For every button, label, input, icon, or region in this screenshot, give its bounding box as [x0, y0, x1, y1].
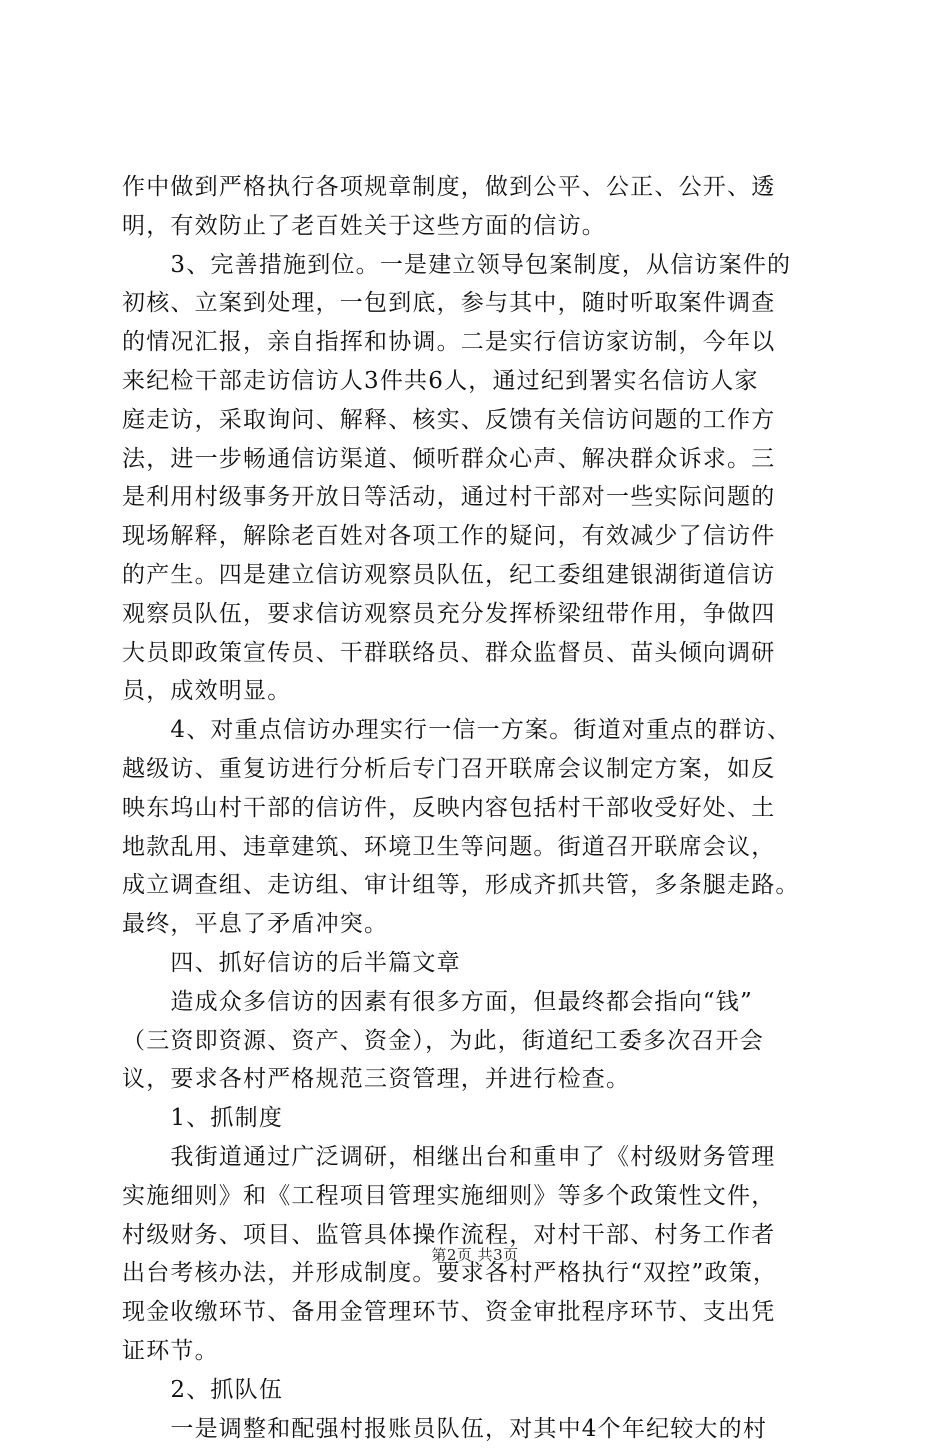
- text-line: 作中做到严格执行各项规章制度，做到公平、公正、公开、透: [122, 168, 842, 207]
- text-line: 越级访、重复访进行分析后专门召开联席会议制定方案，如反: [122, 750, 842, 789]
- subsection-heading: 1、抓制度: [122, 1099, 842, 1138]
- text-line: 庭走访，采取询问、解释、核实、反馈有关信访问题的工作方: [122, 401, 842, 440]
- text-line: 大员即政策宣传员、干群联络员、群众监督员、苗头倾向调研: [122, 634, 842, 673]
- text-line: 的产生。四是建立信访观察员队伍，纪工委组建银湖街道信访: [122, 556, 842, 595]
- text-line: 员，成效明显。: [122, 672, 842, 711]
- text-line: 现场解释，解除老百姓对各项工作的疑问，有效减少了信访件: [122, 517, 842, 556]
- text-line: 实施细则》和《工程项目管理实施细则》等多个政策性文件，: [122, 1177, 842, 1216]
- text-line: 一是调整和配强村报账员队伍，对其中4个年纪较大的村: [122, 1410, 842, 1448]
- text-line: 观察员队伍，要求信访观察员充分发挥桥梁纽带作用，争做四: [122, 595, 842, 634]
- text-line: 造成众多信访的因素有很多方面，但最终都会指向“钱”: [122, 983, 842, 1022]
- text-line: 法，进一步畅通信访渠道、倾听群众心声、解决群众诉求。三: [122, 440, 842, 479]
- text-line: 议，要求各村严格规范三资管理，并进行检查。: [122, 1060, 842, 1099]
- text-line: 是利用村级事务开放日等活动，通过村干部对一些实际问题的: [122, 478, 842, 517]
- section-heading: 四、抓好信访的后半篇文章: [122, 944, 842, 983]
- text-line: 村级财务、项目、监管具体操作流程，对村干部、村务工作者: [122, 1216, 842, 1255]
- text-line: 初核、立案到处理，一包到底，参与其中，随时听取案件调查: [122, 284, 842, 323]
- text-line: 的情况汇报，亲自指挥和协调。二是实行信访家访制，今年以: [122, 323, 842, 362]
- subsection-heading: 2、抓队伍: [122, 1371, 842, 1410]
- text-line: 现金收缴环节、备用金管理环节、资金审批程序环节、支出凭: [122, 1293, 842, 1332]
- text-line: 明，有效防止了老百姓关于这些方面的信访。: [122, 207, 842, 246]
- text-line: 最终，平息了矛盾冲突。: [122, 905, 842, 944]
- text-line: 4、对重点信访办理实行一信一方案。街道对重点的群访、: [122, 711, 842, 750]
- text-line: 地款乱用、违章建筑、环境卫生等问题。街道召开联席会议，: [122, 828, 842, 867]
- text-line: （三资即资源、资产、资金），为此，街道纪工委多次召开会: [122, 1022, 842, 1061]
- page-footer: [0, 1244, 950, 1266]
- text-line: 来纪检干部走访信访人3件共6人，通过纪到署实名信访人家: [122, 362, 842, 401]
- text-line: 3、完善措施到位。一是建立领导包案制度，从信访案件的: [122, 246, 842, 285]
- page-indicator: 第2页 共3页: [431, 1246, 518, 1264]
- text-line: 我街道通过广泛调研，相继出台和重申了《村级财务管理: [122, 1138, 842, 1177]
- text-line: 证环节。: [122, 1332, 842, 1371]
- text-line: 出台考核办法，并形成制度。要求各村严格执行“双控”政策，: [122, 1254, 842, 1293]
- text-line: 成立调查组、走访组、审计组等，形成齐抓共管，多条腿走路。: [122, 866, 842, 905]
- text-line: 映东坞山村干部的信访件，反映内容包括村干部收受好处、土: [122, 789, 842, 828]
